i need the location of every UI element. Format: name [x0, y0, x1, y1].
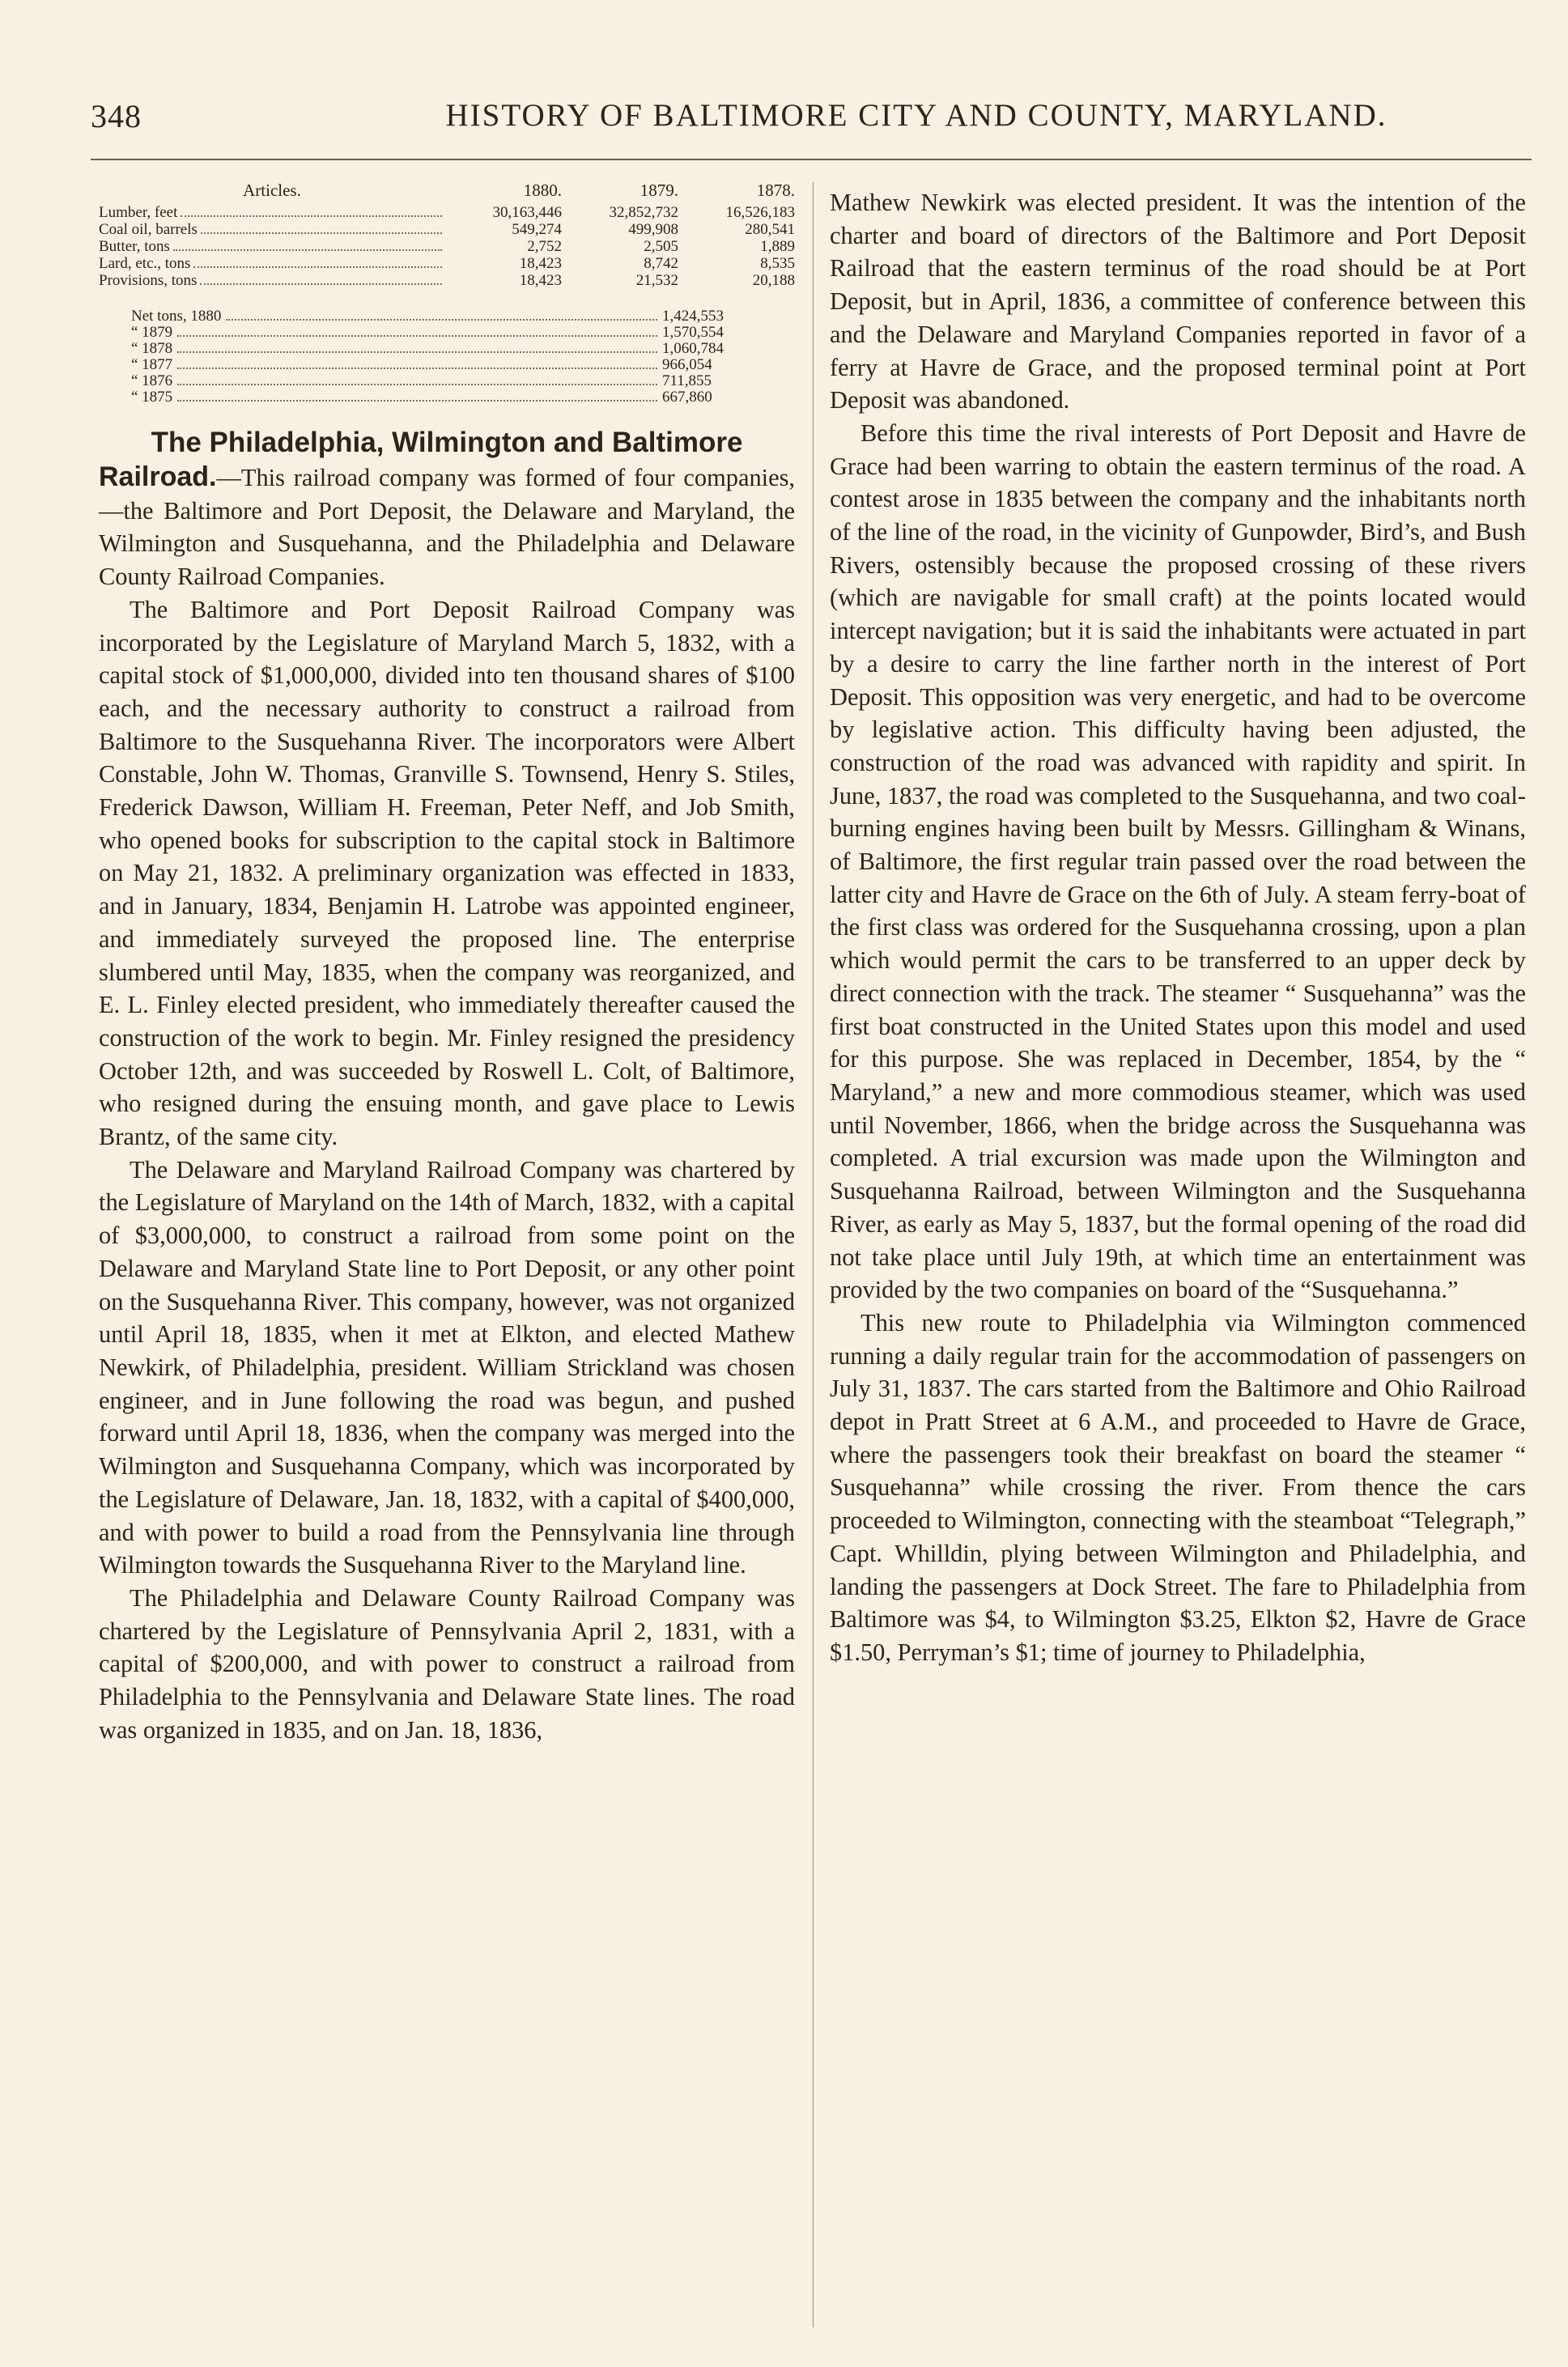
- column-divider: [813, 182, 814, 2327]
- value-1879: 32,852,732: [609, 204, 678, 221]
- dot-leader: [200, 272, 442, 285]
- header-rule: [91, 159, 1532, 160]
- net-tons-label: “ 1878: [131, 340, 173, 357]
- page-number: 348: [91, 98, 142, 134]
- running-title: HISTORY OF BALTIMORE CITY AND COUNTY, MARYLAND.: [445, 98, 1387, 133]
- article-label: Coal oil, barrels: [99, 221, 198, 238]
- dot-leader: [177, 368, 657, 369]
- paragraph-text: —This railroad company was formed of four companies,—the Baltimore and Port Deposit, the Delaware and Maryland, the Wilmington and Susquehanna, and the Philadelphia and Delaware County Railroad Companies.: [99, 464, 795, 591]
- paragraph: This new route to Philadelphia via Wilmington commenced running a daily regular train for the accommodation of passengers on July 31, 1837. The cars started from the Baltimore and Ohio Railroad depot in Pratt Street at 6 A.M., and proceeded to Havre de Grace, where the passengers took their breakfast on board the steamer “ Susquehanna” while crossing the river. From thence the cars proceeded to Wilmington, connecting with the steamboat “Telegraph,” Capt. Whilldin, plying between Wilmington and Philadelphia, and landing the passengers at Dock Street. The fare to Philadelphia from Baltimore was $4, to Wilmington $3.25, Elkton $2, Havre de Grace $1.50, Perryman’s $1; time of journey to Philadelphia,: [830, 1308, 1526, 1666]
- dot-leader: [226, 319, 657, 321]
- value-1880: 18,423: [519, 255, 562, 272]
- dot-leader: [181, 204, 442, 217]
- net-tons-label: “ 1875: [131, 389, 173, 406]
- table-row: [99, 272, 795, 289]
- net-tons-value: 1,424,553: [662, 308, 724, 325]
- net-tons-label: “ 1876: [131, 372, 173, 389]
- article-label: Butter, tons: [99, 238, 170, 255]
- article-label: Lumber, feet: [99, 204, 178, 221]
- value-1880: 2,752: [527, 238, 562, 255]
- header-articles: Articles.: [243, 181, 301, 200]
- paragraph: The Delaware and Maryland Railroad Company was chartered by the Legislature of Maryland on the 14th of March, 1832, with a capital of $3,000,000, to construct a railroad from some point on the Delaware and Maryland State line to Port Deposit, or any other point on the Susquehanna River. This company, however, was not organized until April 18, 1835, when it met at Elkton, and elected Mathew Newkirk, of Philadelphia, president. William Strickland was chosen engineer, and in June following the road was begun, and pushed forward until April 18, 1836, when the company was merged into the Wilmington and Susquehanna Company, which was incorporated by the Legislature of Delaware, Jan. 18, 1832, with a capital of $400,000, and with power to build a road from the Pennsylvania line through Wilmington towards the Susquehanna River to the Maryland line.: [99, 1155, 795, 1579]
- value-1879: 2,505: [644, 238, 678, 255]
- articles-table-header: [99, 182, 795, 199]
- value-1878: 1,889: [760, 238, 795, 255]
- paragraph: The Philadelphia and Delaware County Railroad Company was chartered by the Legislature of Pennsylvania April 2, 1831, with a capital of $200,000, and with power to construct a railroad from Philadelphia to the Pennsylvania and Delaware State lines. The road was organized in 1835, and on Jan. 18, 1836,: [99, 1583, 795, 1744]
- dot-leader: [177, 351, 657, 353]
- paragraph: Mathew Newkirk was elected president. It was the intention of the charter and board of directors of the Baltimore and Port Deposit Railroad that the eastern terminus of the road should be at Port Deposit, but in April, 1836, a committee of conference between this and the Delaware and Maryland Companies reported in favor of a ferry at Havre de Grace, and the proposed terminal point at Port Deposit was abandoned.: [830, 189, 1526, 414]
- net-tons-value: 711,855: [662, 372, 712, 389]
- net-tons-value: 1,570,554: [662, 324, 724, 341]
- dot-leader: [177, 384, 657, 385]
- net-tons-value: 667,860: [662, 389, 712, 406]
- article-label: Provisions, tons: [99, 272, 198, 289]
- net-tons-list: [131, 308, 856, 406]
- list-item: [131, 341, 763, 357]
- value-1879: 8,742: [644, 255, 678, 272]
- dot-leader: [201, 221, 442, 234]
- value-1878: 16,526,183: [725, 204, 795, 221]
- section-title-runin: Railroad.: [99, 461, 217, 492]
- value-1880: 18,423: [519, 272, 562, 289]
- list-item: [131, 373, 763, 389]
- list-item: [131, 308, 763, 325]
- page-header: [91, 97, 1532, 146]
- paragraph: [99, 461, 795, 593]
- paragraph: Before this time the rival interests of Port Deposit and Havre de Grace had been warring to obtain the eastern terminus of the road. A contest arose in 1835 between the company and the inhabitants north of the line of the road, in the vicinity of Gunpowder, Bird’s, and Bush Rivers, ostensibly because the proposed crossing of these rivers (which are navigable for small craft) at the points located would intercept navigation; but it is said the inhabitants were actuated in part by a desire to carry the line farther north in the interest of Port Deposit. This opposition was very energetic, and had to be overcome by legislative action. This difficulty having been adjusted, the construction of the road was advanced with rapidity and spirit. In June, 1837, the road was completed to the Susquehanna, and two coal-burning engines having been built by Messrs. Gillingham & Winans, of Baltimore, the first regular train passed over the road between the latter city and Havre de Grace on the 6th of July. A steam ferry-boat of the first class was ordered for the Susquehanna crossing, upon a plan which would permit the cars to be transferred to an upper deck by direct connection with the track. The steamer “ Susquehanna” was the first boat constructed in the United States upon this model and used for this purpose. She was replaced in December, 1854, by the “ Maryland,” a new and more commodious steamer, which was used until November, 1866, when the bridge across the Susquehanna was completed. A trial excursion was made upon the Wilmington and Susquehanna Railroad, between Wilmington and the Susquehanna River, as early as May 5, 1837, but the formal opening of the road did not take place until July 19th, at which time an entertainment was provided by the two companies on board of the “Susquehanna.”: [830, 419, 1526, 1304]
- net-tons-label: “ 1877: [131, 356, 173, 373]
- header-1878: 1878.: [756, 181, 795, 200]
- article-label: Lard, etc., tons: [99, 255, 191, 272]
- right-column: [830, 186, 1526, 1669]
- value-1879: 21,532: [635, 272, 678, 289]
- value-1879: 499,908: [628, 221, 678, 238]
- value-1880: 549,274: [512, 221, 562, 238]
- net-tons-value: 966,054: [662, 356, 712, 373]
- list-item: [131, 389, 763, 406]
- value-1878: 280,541: [745, 221, 795, 238]
- dot-leader: [177, 400, 657, 402]
- left-column: [99, 182, 795, 1746]
- paragraph: The Baltimore and Port Deposit Railroad Company was incorporated by the Legislature of Maryland March 5, 1832, with a capital stock of $1,000,000, divided into ten thousand shares of $100 each, and the necessary authority to construct a railroad from Baltimore to the Susquehanna River. The incorporators were Albert Constable, John W. Thomas, Granville S. Townsend, Henry S. Stiles, Frederick Dawson, William H. Freeman, Peter Neff, and Job Smith, who opened books for subscription to the capital stock in Baltimore on May 21, 1832. A preliminary organization was effected in 1833, and in January, 1834, Benjamin H. Latrobe was appointed engineer, and immediately surveyed the proposed line. The enterprise slumbered until May, 1835, when the company was reorganized, and E. L. Finley elected president, who immediately thereafter caused the construction of the work to begin. Mr. Finley resigned the presidency October 12th, and was succeeded by Roswell L. Colt, of Baltimore, who resigned during the ensuing month, and gave place to Lewis Brantz, of the same city.: [99, 595, 795, 1151]
- net-tons-value: 1,060,784: [662, 340, 724, 357]
- table-row: [99, 204, 795, 221]
- list-item: [131, 325, 763, 341]
- header-1880: 1880.: [523, 181, 562, 200]
- dot-leader: [177, 335, 657, 337]
- net-tons-label: Net tons, 1880: [131, 308, 222, 325]
- table-row: [99, 255, 795, 272]
- dot-leader: [193, 255, 442, 268]
- section-title: The Philadelphia, Wilmington and Baltimore: [151, 427, 743, 458]
- header-1879: 1879.: [640, 181, 678, 200]
- table-row: [99, 238, 795, 255]
- value-1878: 20,188: [752, 272, 795, 289]
- net-tons-label: “ 1879: [131, 324, 173, 341]
- dot-leader: [173, 238, 442, 251]
- articles-table: [99, 182, 795, 289]
- value-1880: 30,163,446: [492, 204, 562, 221]
- list-item: [131, 357, 763, 373]
- value-1878: 8,535: [760, 255, 795, 272]
- table-row: [99, 221, 795, 238]
